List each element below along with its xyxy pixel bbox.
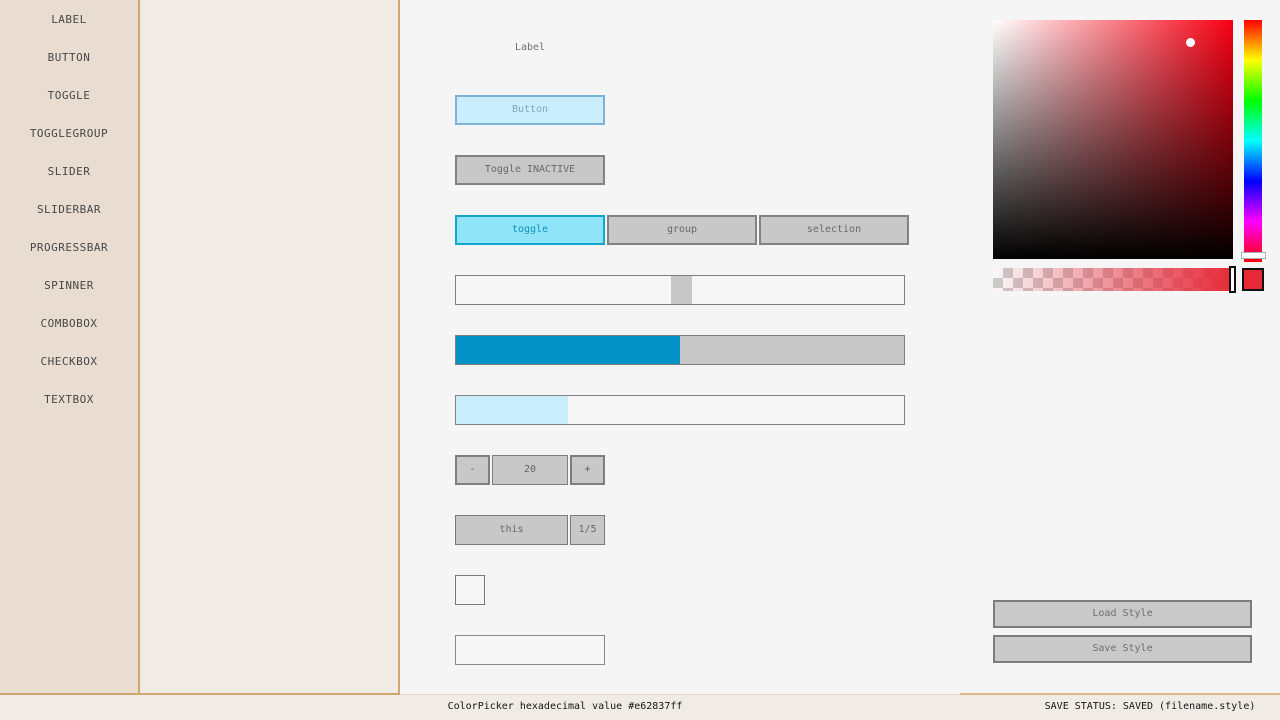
textbox-preview[interactable] [455,635,605,665]
save-style-button[interactable]: Save Style [993,635,1252,663]
alpha-slider[interactable] [993,268,1235,291]
sidebar-item-combobox[interactable]: COMBOBOX [40,317,98,330]
sidebar-item-sliderbar[interactable]: SLIDERBAR [36,203,102,216]
properties-panel [140,0,400,695]
sidebar-item-button[interactable]: BUTTON [47,51,91,64]
slider-preview[interactable] [455,275,905,305]
sidebar-item-checkbox[interactable]: CHECKBOX [40,355,98,368]
sliderbar-preview[interactable] [455,335,905,365]
togglegroup-option-selection[interactable]: selection [759,215,909,245]
spinner-value[interactable]: 20 [492,455,568,485]
sidebar-item-label[interactable]: LABEL [51,13,87,26]
color-picker-cursor[interactable] [1186,38,1195,47]
sidebar-item-togglegroup[interactable]: TOGGLEGROUP [29,127,109,140]
togglegroup-option-group[interactable]: group [607,215,757,245]
hue-slider[interactable] [1244,20,1262,262]
colorpicker-hex-status: ColorPicker hexadecimal value #e62837ff [447,701,683,712]
sidebar-item-toggle[interactable]: TOGGLE [47,89,91,102]
spinner-increment-button[interactable]: + [570,455,605,485]
save-status: SAVE STATUS: SAVED (filename.style) [1044,701,1256,712]
sidebar-item-progressbar[interactable]: PROGRESSBAR [29,241,109,254]
spinner-decrement-button[interactable]: - [455,455,490,485]
sidebar-item-spinner[interactable]: SPINNER [44,279,94,292]
togglegroup-option-toggle[interactable]: toggle [455,215,605,245]
sidebar-item-slider[interactable]: SLIDER [47,165,91,178]
color-saturation-value-picker[interactable] [993,20,1233,259]
hue-slider-cursor[interactable] [1241,252,1266,259]
checkbox-preview[interactable] [455,575,485,605]
status-bar [0,695,1280,720]
slider-handle[interactable] [671,276,692,304]
combobox-counter[interactable]: 1/5 [570,515,605,545]
combobox-preview[interactable]: this [455,515,568,545]
button-preview[interactable]: Button [455,95,605,125]
label-preview: Label [514,42,546,53]
controls-sidebar [0,0,140,695]
selected-color-swatch [1242,268,1264,291]
progressbar-fill [456,396,568,424]
sidebar-item-textbox[interactable]: TEXTBOX [44,393,94,406]
toggle-preview[interactable]: Toggle INACTIVE [455,155,605,185]
progressbar-preview [455,395,905,425]
load-style-button[interactable]: Load Style [993,600,1252,628]
sliderbar-fill [456,336,680,364]
alpha-slider-cursor[interactable] [1229,266,1236,293]
